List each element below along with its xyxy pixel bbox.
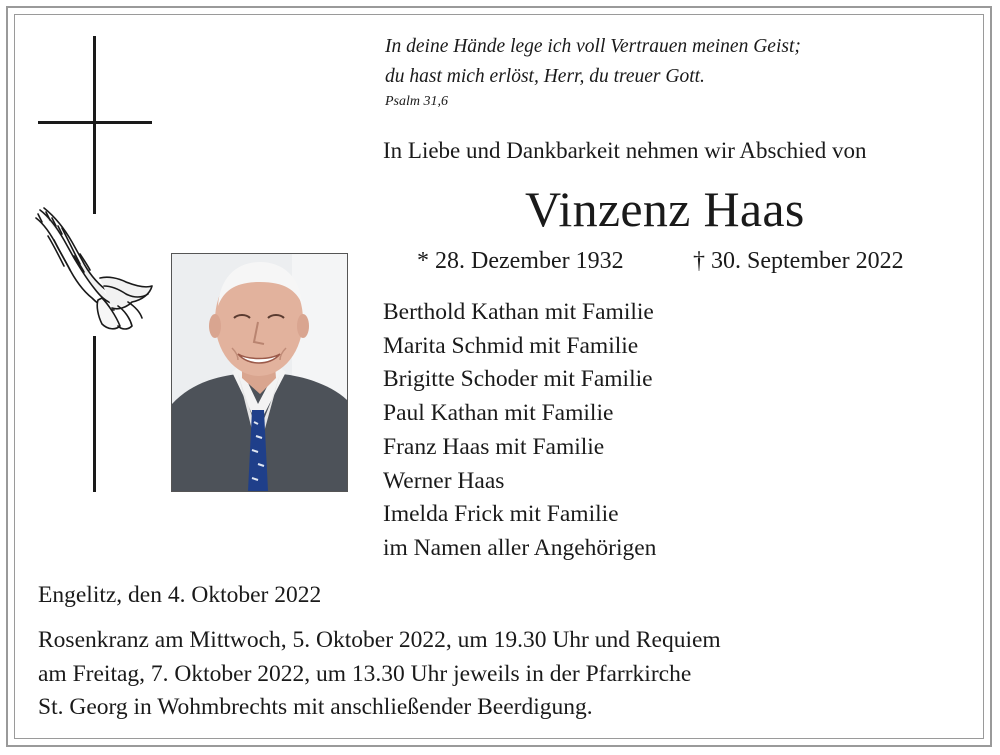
deceased-name: Vinzenz Haas xyxy=(525,181,805,237)
mourner-entry: Marita Schmid mit Familie xyxy=(383,332,639,359)
mourner-entry: Paul Kathan mit Familie xyxy=(383,400,614,427)
mourner-entry: Imelda Frick mit Familie xyxy=(383,501,619,528)
praying-hands-icon xyxy=(34,206,154,336)
service-line-1: Rosenkranz am Mittwoch, 5. Oktober 2022, um 19.30 Uhr und Requiem xyxy=(38,627,721,653)
mourner-entry: Berthold Kathan mit Familie xyxy=(383,299,654,325)
death-date: † 30. September 2022 xyxy=(693,248,904,274)
verse-line-1: In deine Hände lege ich voll Vertrauen meinen Geist; xyxy=(385,36,801,57)
verse-line-2: du hast mich erlöst, Herr, du treuer Gott. xyxy=(385,66,705,87)
service-info xyxy=(38,624,721,725)
intro-text: In Liebe und Dankbarkeit nehmen wir Abschied von xyxy=(383,138,867,163)
service-line-2: am Freitag, 7. Oktober 2022, um 13.30 Uhr jeweils in der Pfarrkirche xyxy=(38,660,692,687)
verse-source: Psalm 31,6 xyxy=(385,94,448,109)
mourners-list xyxy=(383,296,656,566)
portrait-photo xyxy=(171,253,348,492)
mourner-entry: Werner Haas xyxy=(383,467,505,494)
mourner-entry: Franz Haas mit Familie xyxy=(383,433,605,460)
birth-date: * 28. Dezember 1932 xyxy=(417,248,624,274)
mourner-entry: Brigitte Schoder mit Familie xyxy=(383,366,653,393)
mourner-entry: im Namen aller Angehörigen xyxy=(383,534,657,561)
service-line-3: St. Georg in Wohmbrechts mit anschließender Beerdigung. xyxy=(38,694,593,720)
place-date: Engelitz, den 4. Oktober 2022 xyxy=(38,582,322,608)
